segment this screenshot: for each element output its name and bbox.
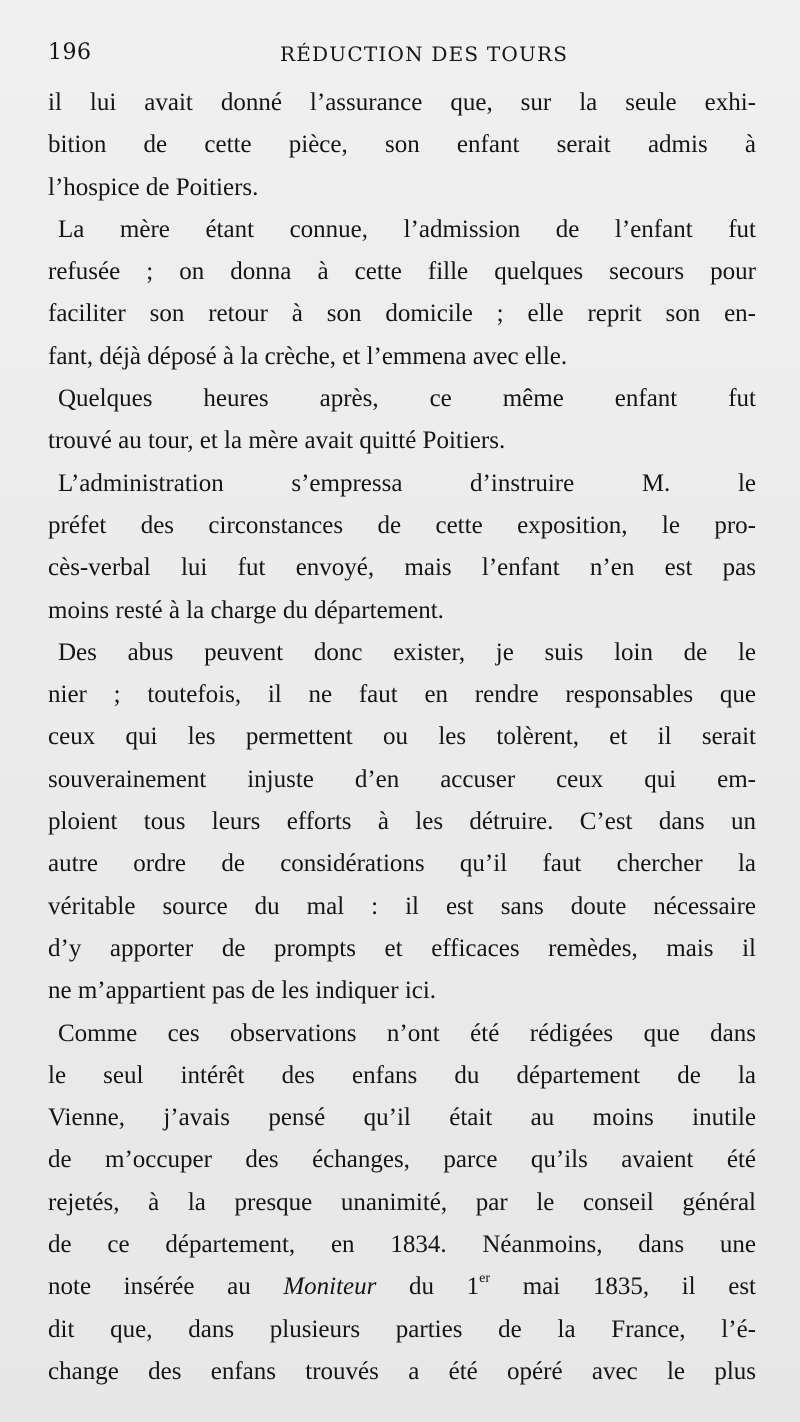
text-line: de m’occuper des échanges, parce qu’ils avaient été	[48, 1146, 756, 1174]
page-header	[48, 40, 768, 74]
text-line: trouvé au tour, et la mère avait quitté Poitiers.	[48, 427, 506, 455]
text-line: l’hospice de Poitiers.	[48, 173, 259, 201]
text-segment: du 1	[376, 1273, 480, 1301]
text-segment: mai 1835, il est	[490, 1273, 757, 1301]
text-line: d’y apporter de prompts et efficaces remèdes, mais il	[48, 934, 756, 962]
body-text	[48, 82, 756, 1393]
text-line: dit que, dans plusieurs parties de la France, l’é-	[48, 1315, 756, 1343]
text-line: préfet des circonstances de cette exposition, le pro-	[48, 511, 756, 539]
text-line: il lui avait donné l’assurance que, sur la seule exhi-	[48, 89, 756, 116]
text-line: refusée ; on donna à cette fille quelques secours pour	[48, 258, 756, 286]
text-line: fant, déjà déposé à la crèche, et l’emmena avec elle.	[48, 342, 568, 370]
ordinal-superscript: er	[479, 1271, 491, 1287]
text-line: Des abus peuvent donc exister, je suis loin de le	[58, 638, 756, 666]
text-line: bition de cette pièce, son enfant serait admis à	[48, 131, 756, 159]
newspaper-title: Moniteur	[283, 1273, 377, 1301]
text-line: Quelques heures après, ce même enfant fut	[58, 385, 756, 413]
text-line: nier ; toutefois, il ne faut en rendre responsables que	[48, 681, 756, 709]
text-line: La mère étant connue, l’admission de l’enfant fut	[58, 215, 756, 243]
text-line	[48, 1266, 756, 1308]
text-line: ploient tous leurs efforts à les détruire. C’est dans un	[48, 808, 756, 836]
text-line: faciliter son retour à son domicile ; elle reprit son en-	[48, 300, 756, 328]
text-line: Vienne, j’avais pensé qu’il était au moins inutile	[48, 1104, 756, 1132]
page-number: 196	[48, 40, 92, 65]
text-line: souverainement injuste d’en accuser ceux qui em-	[48, 765, 756, 793]
text-line: ne m’appartient pas de les indiquer ici.	[48, 977, 437, 1005]
text-line: rejetés, à la presque unanimité, par le conseil général	[48, 1188, 756, 1216]
text-line: cès-verbal lui fut envoyé, mais l’enfant n’en est pas	[48, 554, 756, 582]
text-line: le seul intérêt des enfans du département de la	[48, 1061, 756, 1089]
text-line: Comme ces observations n’ont été rédigées que dans	[58, 1019, 756, 1047]
text-line: moins resté à la charge du département.	[48, 596, 444, 624]
text-line: véritable source du mal : il est sans doute nécessaire	[48, 892, 756, 920]
text-line: de ce département, en 1834. Néanmoins, dans une	[48, 1231, 756, 1259]
text-segment: note insérée au	[48, 1273, 284, 1301]
text-line: L’administration s’empressa d’instruire M. le	[58, 469, 756, 497]
text-line: autre ordre de considérations qu’il faut chercher la	[48, 850, 756, 878]
text-line: change des enfans trouvés a été opéré avec le plus	[48, 1357, 756, 1385]
running-title: RÉDUCTION DES TOURS	[280, 42, 569, 66]
text-line: ceux qui les permettent ou les tolèrent, et il serait	[48, 723, 756, 751]
